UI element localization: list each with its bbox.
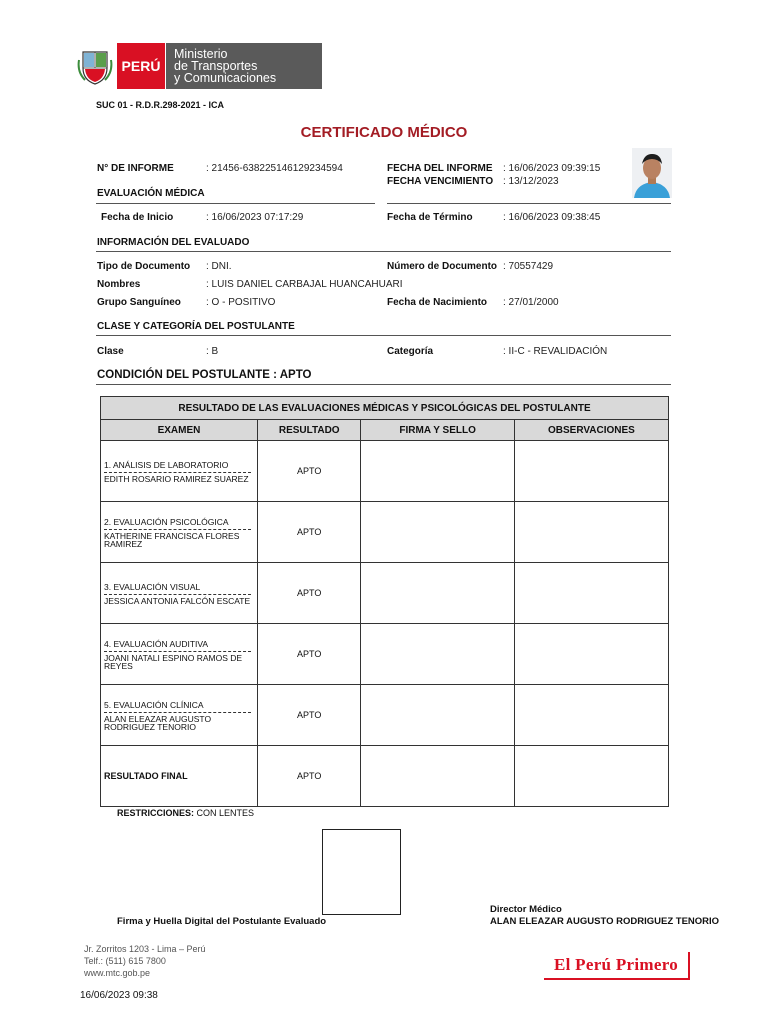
section-divider	[387, 203, 671, 204]
section-divider	[96, 335, 671, 336]
exam-name: 5. EVALUACIÓN CLÍNICA	[104, 700, 251, 713]
exam-result: APTO	[258, 624, 361, 685]
exam-doctor: ALAN ELEAZAR AUGUSTO RODRIGUEZ TENORIO	[104, 713, 212, 732]
clase-section-title: CLASE Y CATEGORÍA DEL POSTULANTE	[97, 321, 295, 332]
signature-cell	[361, 746, 514, 807]
nacimiento-label: Fecha de Nacimiento	[387, 297, 488, 308]
director-name: ALAN ELEAZAR AUGUSTO RODRIGUEZ TENORIO	[490, 916, 720, 927]
firma-postulante-label: Firma y Huella Digital del Postulante Evaluado	[117, 916, 327, 927]
peru-brand: PERÚ	[117, 43, 165, 89]
fecha-inicio-label: Fecha de Inicio	[101, 212, 174, 223]
exam-name: 2. EVALUACIÓN PSICOLÓGICA	[104, 517, 251, 530]
categoria-value: : II-C - REVALIDACIÓN	[503, 346, 608, 357]
signature-cell	[361, 685, 514, 746]
section-divider	[96, 384, 671, 385]
observations-cell	[514, 441, 668, 502]
evaluacion-section-title: EVALUACIÓN MÉDICA	[97, 188, 205, 199]
slogan-logo: El Perú Primero	[544, 952, 690, 980]
condicion-postulante: CONDICIÓN DEL POSTULANTE : APTO	[97, 369, 312, 381]
column-header-examen: EXAMEN	[101, 420, 258, 441]
table-row	[101, 624, 669, 685]
fecha-termino-value: : 16/06/2023 09:38:45	[503, 212, 601, 223]
exam-name: 4. EVALUACIÓN AUDITIVA	[104, 639, 251, 652]
num-doc-value: : 70557429	[503, 261, 554, 272]
nombres-value: : LUIS DANIEL CARBAJAL HUANCAHUARI	[206, 279, 403, 290]
informe-value: : 21456-638225146129234594	[206, 163, 343, 174]
grupo-label: Grupo Sanguíneo	[97, 297, 181, 308]
signature-cell	[361, 624, 514, 685]
exam-result: APTO	[258, 685, 361, 746]
clase-value: : B	[206, 346, 219, 357]
fecha-venc-label: FECHA VENCIMIENTO	[387, 176, 494, 187]
observations-cell	[514, 502, 668, 563]
fecha-venc-value: : 13/12/2023	[503, 176, 559, 187]
exam-result: APTO	[258, 502, 361, 563]
footer-address: Jr. Zorritos 1203 - Lima – Perú Telf.: (511) 615 7800 www.mtc.gob.pe	[84, 944, 206, 978]
nombres-label: Nombres	[97, 279, 141, 290]
director-title: Director Médico	[490, 904, 562, 915]
tipo-doc-label: Tipo de Documento	[97, 261, 191, 272]
tipo-doc-value: : DNI.	[206, 261, 232, 272]
page-title: CERTIFICADO MÉDICO	[300, 124, 468, 141]
exam-name: 1. ANÁLISIS DE LABORATORIO	[104, 460, 251, 473]
signature-cell	[361, 563, 514, 624]
num-doc-label: Número de Documento	[387, 261, 498, 272]
exam-doctor: EDITH ROSARIO RAMIREZ SUAREZ	[104, 473, 249, 484]
results-table	[100, 396, 669, 807]
table-title: RESULTADO DE LAS EVALUACIONES MÉDICAS Y PSICOLÓGICAS DEL POSTULANTE	[101, 397, 669, 420]
fecha-inicio-value: : 16/06/2023 07:17:29	[206, 212, 304, 223]
fecha-termino-label: Fecha de Término	[387, 212, 473, 223]
nacimiento-value: : 27/01/2000	[503, 297, 559, 308]
exam-result: APTO	[258, 563, 361, 624]
exam-doctor: JOANI NATALI ESPINO RAMOS DE REYES	[104, 652, 243, 671]
grupo-value: : O - POSITIVO	[206, 297, 276, 308]
observations-cell	[514, 563, 668, 624]
table-row	[101, 563, 669, 624]
signature-cell	[361, 441, 514, 502]
ministry-name: Ministerio de Transportes y Comunicaciones	[165, 43, 322, 89]
clase-label: Clase	[97, 346, 124, 357]
suc-code: SUC 01 - R.D.R.298-2021 - ICA	[96, 100, 225, 110]
column-header-firma: FIRMA Y SELLO	[361, 420, 514, 441]
mtc-logo	[73, 43, 322, 89]
section-divider	[96, 203, 375, 204]
table-row	[101, 685, 669, 746]
final-result-value: APTO	[258, 746, 361, 807]
column-header-observaciones: OBSERVACIONES	[514, 420, 668, 441]
table-row-final	[101, 746, 669, 807]
exam-result: APTO	[258, 441, 361, 502]
final-result-label: RESULTADO FINAL	[101, 746, 258, 807]
observations-cell	[514, 685, 668, 746]
restricciones: RESTRICCIONES: CON LENTES	[117, 808, 255, 818]
exam-doctor: JESSICA ANTONIA FALCÓN ESCATE	[104, 595, 251, 606]
signature-cell	[361, 502, 514, 563]
exam-name: 3. EVALUACIÓN VISUAL	[104, 582, 251, 595]
print-timestamp: 16/06/2023 09:38	[80, 990, 158, 1001]
section-divider	[96, 251, 671, 252]
table-row	[101, 441, 669, 502]
observations-cell	[514, 746, 668, 807]
applicant-photo	[632, 148, 672, 198]
fecha-informe-value: : 16/06/2023 09:39:15	[503, 163, 601, 174]
table-row	[101, 502, 669, 563]
fingerprint-box	[322, 829, 401, 915]
peru-coat-of-arms-icon	[73, 43, 117, 89]
informe-label: N° DE INFORME	[97, 163, 174, 174]
fecha-informe-label: FECHA DEL INFORME	[387, 163, 493, 174]
observations-cell	[514, 624, 668, 685]
director-signature	[490, 904, 719, 928]
evaluado-section-title: INFORMACIÓN DEL EVALUADO	[97, 237, 250, 248]
categoria-label: Categoría	[387, 346, 434, 357]
exam-doctor: KATHERINE FRANCISCA FLORES RAMIREZ	[104, 530, 240, 549]
column-header-resultado: RESULTADO	[258, 420, 361, 441]
